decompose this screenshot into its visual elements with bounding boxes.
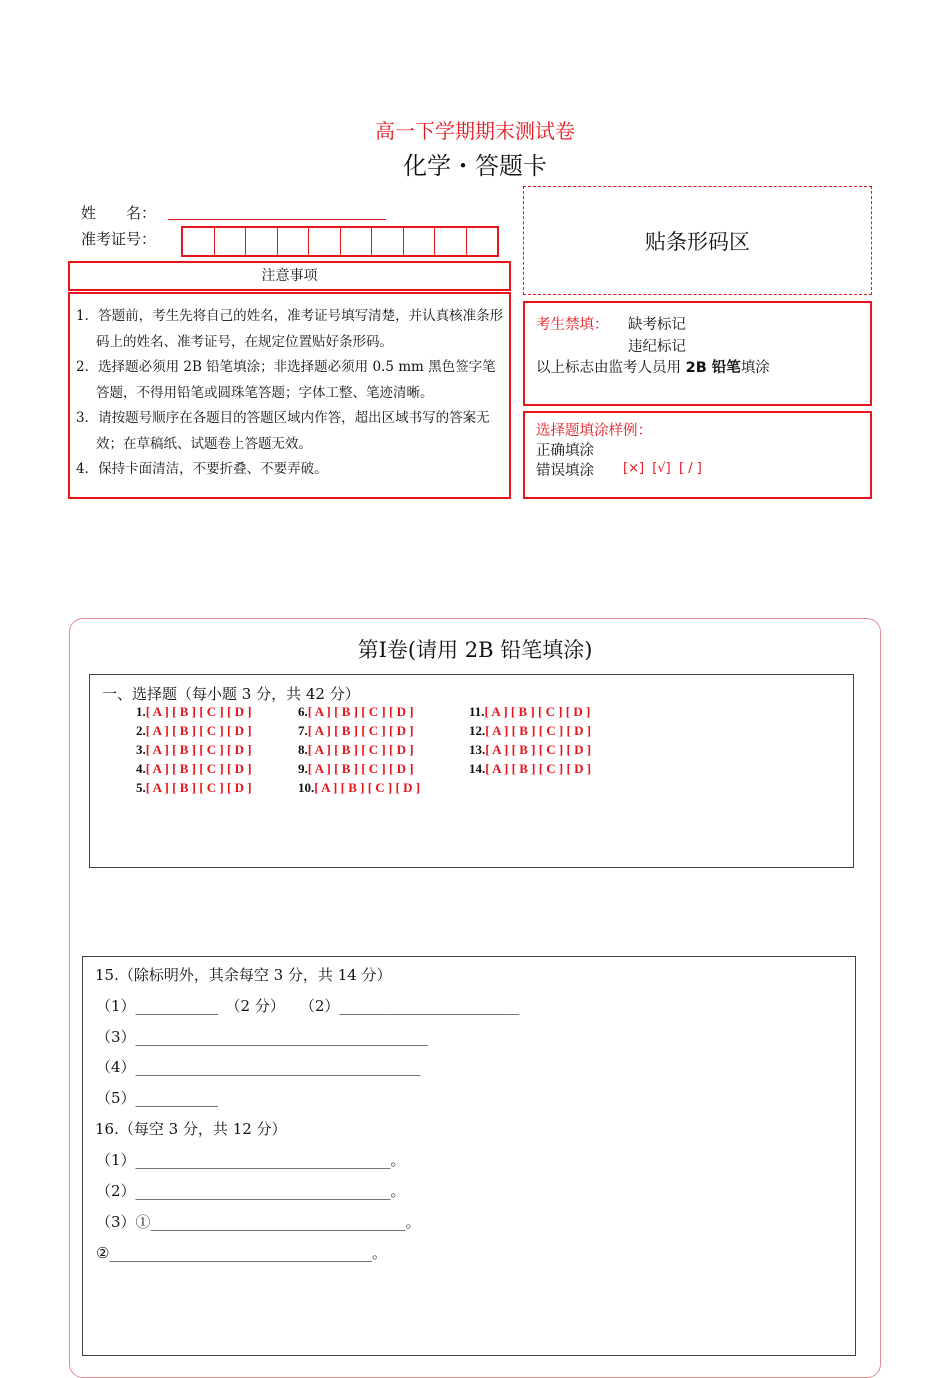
answer-options[interactable]: [ A ] [ B ] [ C ] [ D ] [145,780,252,795]
notice-item: 3．请按题号顺序在各题目的答题区域内作答，超出区域书写的答案无效；在草稿纸、试题卷上答题无效。 [76,410,490,452]
q16-line[interactable]: （3）①__________________________________。 [96,1213,421,1231]
forbidden-note-end: 填涂 [740,360,770,376]
answer-options[interactable]: [ A ] [ B ] [ C ] [ D ] [485,761,592,776]
answer-options[interactable]: [ A ] [ B ] [ C ] [ D ] [314,780,421,795]
notice-item: 2．选择题必须用 2B 铅笔填涂；非选择题必须用 0.5 mm 黑色签字笔答题，不得用铅笔或圆珠笔答题；字体工整、笔迹清晰。 [76,359,496,401]
choice-question[interactable] [298,761,414,777]
answer-options[interactable]: [ A ] [ B ] [ C ] [ D ] [485,723,592,738]
notice-item: 1．答题前，考生先将自己的姓名，准考证号填写清楚，并认真核准条形码上的姓名、准考证号，在规定位置贴好条形码。 [76,308,504,350]
choice-question[interactable] [298,780,420,796]
q15-line[interactable]: （4）______________________________________ [96,1058,421,1076]
question-number: 14. [469,761,486,776]
name-label: 姓 名： [81,204,157,222]
exam-title: 高一下学期期末测试卷 [375,119,575,143]
answer-options[interactable]: [ A ] [ B ] [ C ] [ D ] [145,723,252,738]
q15-line[interactable]: （5）___________ [96,1089,219,1107]
q16-title: 16.（每空 3 分，共 12 分） [95,1120,287,1138]
forbidden-label: 考生禁填： [536,317,609,333]
absent-mark[interactable]: 缺考标记 [628,317,686,333]
part1-title: 第Ⅰ卷(请用 2B 铅笔填涂) [357,638,593,662]
q15-line[interactable]: （1）___________ （2 分） （2）________________________ [96,997,520,1015]
question-number: 3. [136,742,146,757]
choice-question[interactable] [136,723,252,739]
q16-line[interactable]: （1）__________________________________。 [96,1151,406,1169]
answer-options[interactable]: [ A ] [ B ] [ C ] [ D ] [307,723,414,738]
q15-line[interactable]: （3）_______________________________________ [96,1028,429,1046]
question-number: 7. [298,723,308,738]
question-number: 2. [136,723,146,738]
correct-fill-label: 正确填涂 [536,443,594,459]
answer-options[interactable]: [ A ] [ B ] [ C ] [ D ] [145,761,252,776]
sample-box [523,411,872,499]
q16-line[interactable]: ②___________________________________。 [96,1244,387,1262]
id-label: 准考证号： [81,230,157,248]
choice-section [89,674,854,868]
notice-list [68,292,511,499]
question-number: 10. [298,780,315,795]
q16-line[interactable]: （2）__________________________________。 [96,1182,406,1200]
choice-question[interactable] [298,742,414,758]
answer-options[interactable]: [ A ] [ B ] [ C ] [ D ] [145,704,252,719]
barcode-area [523,186,872,295]
wrong-fill-marks: [×] [√] [ / ] [623,461,702,476]
forbidden-note-bold: 2B 铅笔 [685,360,741,376]
answer-options[interactable]: [ A ] [ B ] [ C ] [ D ] [307,704,414,719]
card-subtitle: 化学・答题卡 [403,152,547,180]
question-number: 6. [298,704,308,719]
question-number: 11. [469,704,485,719]
barcode-label: 贴条形码区 [645,229,750,254]
question-number: 1. [136,704,146,719]
choice-question[interactable] [469,704,590,720]
question-number: 8. [298,742,308,757]
violation-mark[interactable]: 违纪标记 [628,339,686,355]
answer-options[interactable]: [ A ] [ B ] [ C ] [ D ] [307,742,414,757]
notice-heading: 注意事项 [68,261,511,291]
name-field[interactable] [168,219,386,220]
question-number: 13. [469,742,486,757]
id-number-boxes[interactable] [181,226,499,257]
answer-options[interactable]: [ A ] [ B ] [ C ] [ D ] [484,704,591,719]
choice-question[interactable] [469,761,591,777]
choice-question[interactable] [136,761,252,777]
choice-question[interactable] [469,742,591,758]
answer-options[interactable]: [ A ] [ B ] [ C ] [ D ] [307,761,414,776]
choice-question[interactable] [298,704,414,720]
forbidden-note: 以上标志由监考人员用 [536,360,686,376]
choice-question[interactable] [298,723,414,739]
answer-options[interactable]: [ A ] [ B ] [ C ] [ D ] [485,742,592,757]
choice-question[interactable] [469,723,591,739]
forbidden-box [523,301,872,406]
question-number: 12. [469,723,486,738]
sample-title: 选择题填涂样例： [536,423,652,439]
question-number: 5. [136,780,146,795]
choice-section-title: 一、选择题（每小题 3 分，共 42 分） [102,685,360,703]
choice-question[interactable] [136,780,252,796]
notice-item: 4．保持卡面清洁，不要折叠、不要弄破。 [76,461,328,477]
question-number: 9. [298,761,308,776]
wrong-fill-label: 错误填涂 [536,463,594,479]
answer-options[interactable]: [ A ] [ B ] [ C ] [ D ] [145,742,252,757]
q15-title: 15.（除标明外，其余每空 3 分，共 14 分） [95,966,392,984]
choice-question[interactable] [136,704,252,720]
choice-question[interactable] [136,742,252,758]
question-number: 4. [136,761,146,776]
